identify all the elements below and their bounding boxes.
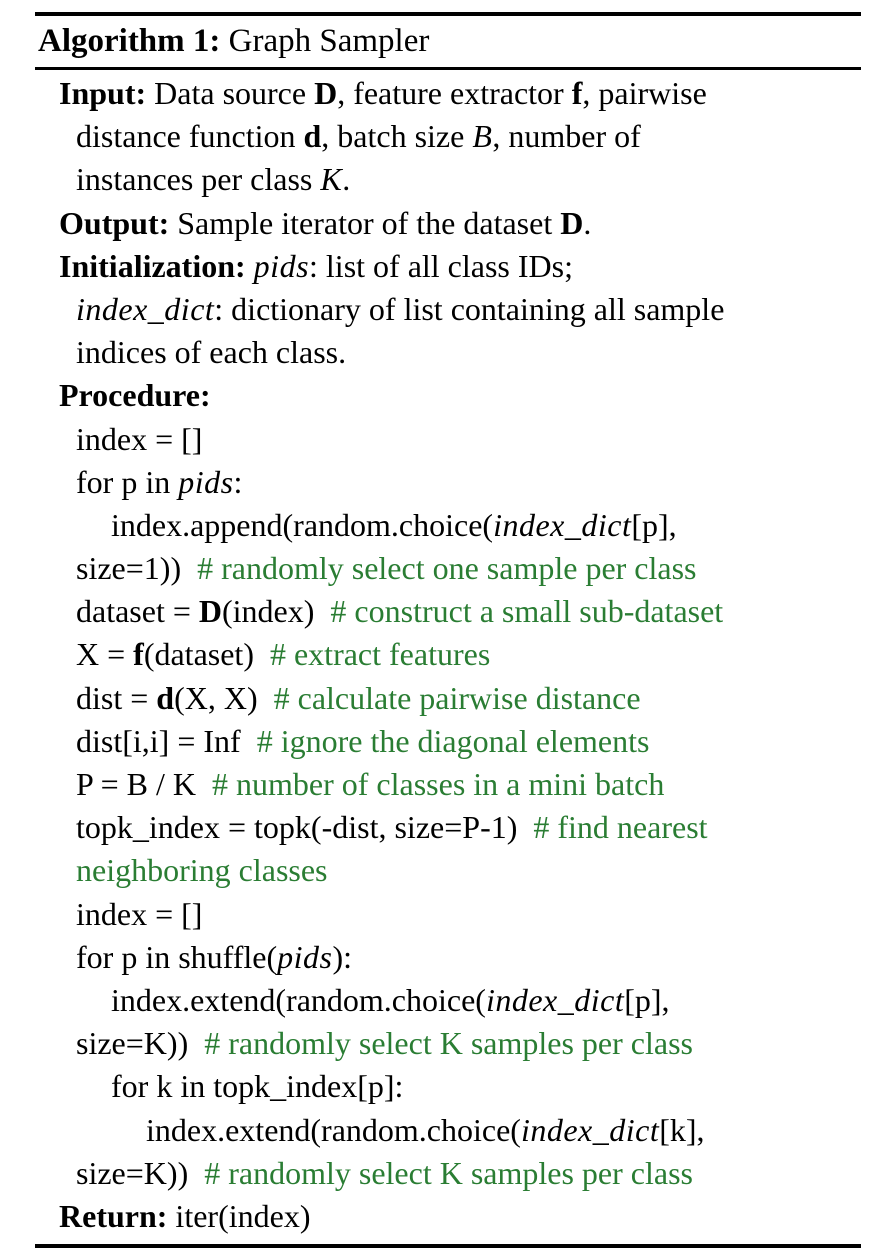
algorithm-body	[35, 70, 861, 1244]
input-text: , number of	[492, 118, 641, 155]
code-text: :	[233, 463, 243, 500]
code-comment: # randomly select K samples per class	[204, 1025, 693, 1062]
output-text: .	[583, 204, 592, 241]
input-text: Data source	[154, 75, 315, 111]
code-text: for p in shuffle(	[76, 938, 278, 975]
code-line	[35, 547, 861, 590]
code-text: [k],	[659, 1111, 705, 1148]
code-line	[35, 806, 861, 849]
output-line	[35, 202, 861, 245]
initialization-text: : list of all class IDs;	[309, 247, 573, 284]
initialization-text: : dictionary of list containing all sample	[214, 290, 725, 327]
code-text: size=K))	[76, 1154, 189, 1191]
procedure-heading	[35, 374, 861, 417]
code-text: index.extend(random.choice(	[146, 1111, 521, 1148]
input-text: .	[342, 161, 351, 198]
return-line	[35, 1195, 861, 1238]
code-comment: # ignore the diagonal elements	[256, 722, 650, 759]
code-comment: # number of classes in a mini batch	[212, 766, 665, 802]
code-text: P = B / K	[76, 766, 196, 802]
code-text: size=1))	[76, 550, 182, 587]
code-line	[35, 418, 861, 461]
dataset-symbol: D	[560, 204, 584, 241]
code-text: ):	[332, 938, 353, 975]
output-label: Output:	[59, 204, 170, 241]
input-line-1	[35, 72, 861, 115]
pids-variable: pids	[253, 247, 310, 284]
input-text: , batch size	[321, 118, 473, 155]
code-text: (X, X)	[174, 679, 258, 716]
code-text: (dataset)	[143, 636, 254, 673]
feature-extractor-symbol: f	[571, 75, 583, 111]
input-line-3	[35, 158, 861, 201]
code-line	[35, 1022, 861, 1065]
algorithm-label: Algorithm 1:	[38, 23, 221, 59]
index-dict-variable: index_dict	[520, 1111, 660, 1148]
initialization-text: indices of each class.	[76, 334, 347, 371]
initialization-label: Initialization:	[59, 247, 246, 284]
pids-variable: pids	[277, 938, 333, 975]
input-text: , pairwise	[582, 75, 707, 111]
code-text: topk_index = topk(-dist, size=P-1)	[76, 809, 518, 846]
instances-symbol: K	[320, 161, 343, 198]
pids-variable: pids	[178, 463, 234, 500]
algorithm-header	[35, 16, 861, 67]
algorithm-box	[35, 12, 861, 1248]
code-text: index.extend(random.choice(	[111, 981, 486, 1018]
code-line	[35, 461, 861, 504]
code-line	[35, 979, 861, 1022]
bottom-rule	[35, 1244, 861, 1248]
batch-size-symbol: B	[472, 118, 493, 155]
data-source-symbol: D	[314, 75, 338, 111]
code-text: for k in topk_index[p]:	[111, 1068, 404, 1105]
index-dict-variable: index_dict	[485, 981, 625, 1018]
code-line	[35, 1152, 861, 1195]
code-text: index = []	[76, 420, 203, 457]
code-text: X =	[76, 636, 134, 673]
output-text: Sample iterator of the dataset	[177, 204, 561, 241]
code-comment: # randomly select one sample per class	[197, 550, 697, 587]
code-comment: # randomly select K samples per class	[204, 1154, 693, 1191]
distance-function-symbol: d	[156, 679, 175, 716]
return-label: Return:	[59, 1197, 168, 1234]
code-text: (index)	[222, 593, 315, 630]
code-text: [p],	[631, 506, 677, 543]
initialization-line-2	[35, 288, 861, 331]
code-line	[35, 720, 861, 763]
code-line	[35, 1109, 861, 1152]
code-line	[35, 1065, 861, 1108]
initialization-line-1	[35, 245, 861, 288]
initialization-line-3	[35, 331, 861, 374]
code-line	[35, 677, 861, 720]
code-line	[35, 633, 861, 676]
return-text: iter(index)	[175, 1197, 311, 1234]
input-text: distance function	[76, 118, 304, 155]
input-text: instances per class	[76, 161, 321, 198]
input-line-2	[35, 115, 861, 158]
code-comment: # extract features	[269, 636, 491, 673]
code-line	[35, 936, 861, 979]
code-comment: # construct a small sub-dataset	[330, 593, 724, 630]
code-comment: # calculate pairwise distance	[273, 679, 641, 716]
code-text: for p in	[76, 463, 179, 500]
procedure-label: Procedure:	[59, 377, 211, 414]
input-text: , feature extractor	[337, 75, 572, 111]
code-text: dist =	[76, 679, 157, 716]
code-text: index.append(random.choice(	[111, 506, 494, 543]
feature-extractor-symbol: f	[133, 636, 144, 673]
code-text: dist[i,i] = Inf	[76, 722, 241, 759]
code-line	[35, 893, 861, 936]
code-comment: # find nearest	[533, 809, 708, 846]
index-dict-variable: index_dict	[493, 506, 632, 543]
code-text: index = []	[76, 895, 203, 932]
code-line	[35, 590, 861, 633]
index-dict-variable: index_dict	[76, 290, 215, 327]
code-text: dataset =	[76, 593, 199, 630]
code-line	[35, 763, 861, 806]
code-comment: neighboring classes	[76, 852, 328, 889]
code-line	[35, 504, 861, 547]
input-label: Input:	[59, 75, 147, 111]
algorithm-title: Graph Sampler	[228, 23, 430, 59]
code-line	[35, 849, 861, 892]
code-text: [p],	[624, 981, 670, 1018]
code-text: size=K))	[76, 1025, 189, 1062]
data-source-symbol: D	[198, 593, 222, 630]
distance-function-symbol: d	[303, 118, 322, 155]
